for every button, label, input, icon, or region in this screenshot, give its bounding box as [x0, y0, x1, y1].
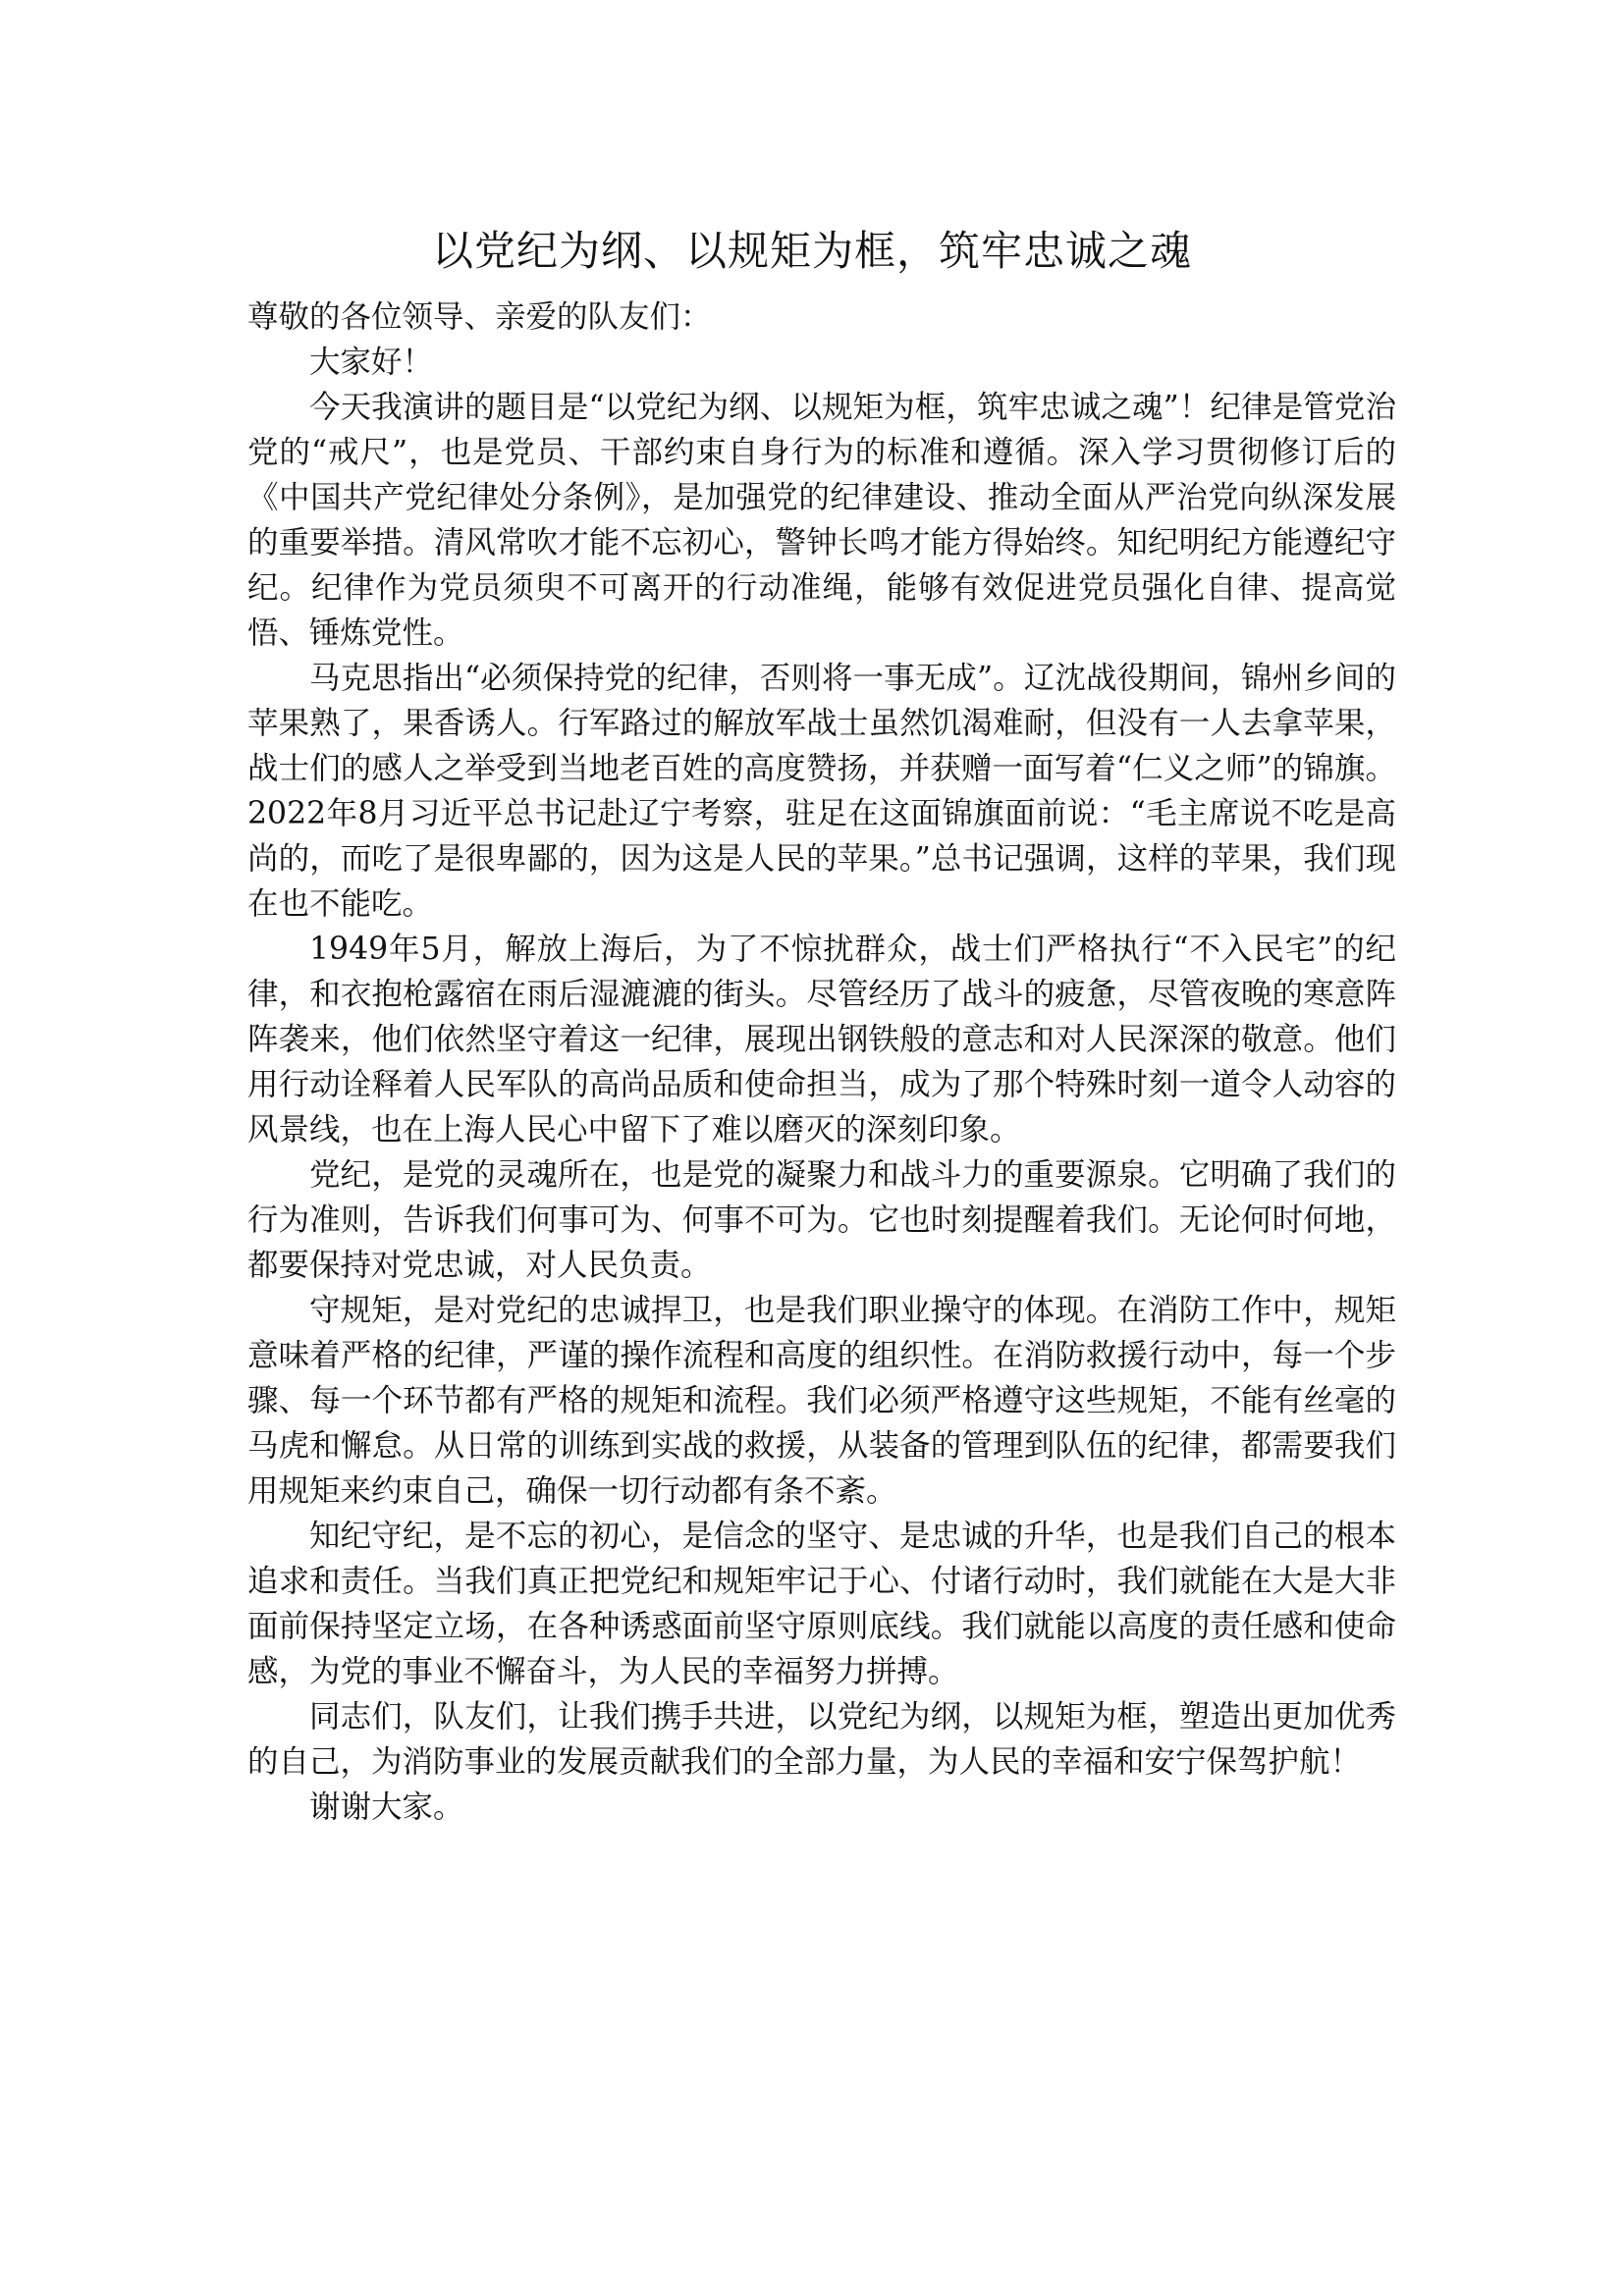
paragraph-original-aspiration: 知纪守纪，是不忘的初心，是信念的坚守、是忠诚的升华，也是我们自己的根本追求和责任。当我们真正把党纪和规矩牢记于心、付诸行动时，我们就能在大是大非面前保持坚定立场，在各种诱惑面前坚守原则底线。我们就能以高度的责任感和使命感，为党的事业不懈奋斗，为人民的幸福努力拼搏。: [247, 1519, 1396, 1689]
paragraph-call-to-action: 同志们，队友们，让我们携手共进，以党纪为纲，以规矩为框，塑造出更加优秀的自己，为消防事业的发展贡献我们的全部力量，为人民的幸福和安宁保驾护航！: [247, 1699, 1396, 1780]
document-body: [247, 294, 1396, 1830]
salutation: 尊敬的各位领导、亲爱的队友们：: [247, 299, 712, 335]
paragraph-apple-story: 马克思指出“必须保持党的纪律，否则将一事无成”。辽沈战役期间，锦州乡间的苹果熟了，果香诱人。行军路过的解放军战士虽然饥渴难耐，但没有一人去拿苹果，战士们的感人之举受到当地老百姓的高度赞扬，并获赠一面写着“仁义之师”的锦旗。2022年8月习近平总书记赴辽宁考察，驻足在这面锦旗面前说：“毛主席说不吃是高尚的，而吃了是很卑鄙的，因为这是人民的苹果。”总书记强调，这样的苹果，我们现在也不能吃。: [247, 661, 1396, 922]
document-title: 以党纪为纲、以规矩为框，筑牢忠诚之魂: [431, 227, 1192, 275]
paragraph-party-discipline: 党纪，是党的灵魂所在，也是党的凝聚力和战斗力的重要源泉。它明确了我们的行为准则，告诉我们何事可为、何事不可为。它也时刻提醒着我们。无论何时何地，都要保持对党忠诚，对人民负责。: [247, 1157, 1396, 1283]
paragraph-closing: 谢谢大家。: [309, 1789, 464, 1825]
paragraph-introduction: 今天我演讲的题目是“以党纪为纲、以规矩为框，筑牢忠诚之魂”！纪律是管党治党的“戒尺”，也是党员、干部约束自身行为的标准和遵循。深入学习贯彻修订后的《中国共产党纪律处分条例》，是加强党的纪律建设、推动全面从严治党向纵深发展的重要举措。清风常吹才能不忘初心，警钟长鸣才能方得始终。知纪明纪方能遵纪守纪。纪律作为党员须臾不可离开的行动准绳，能够有效促进党员强化自律、提高觉悟、锤炼党性。: [247, 390, 1396, 651]
paragraph-shanghai-story: 1949年5月，解放上海后，为了不惊扰群众，战士们严格执行“不入民宅”的纪律，和衣抱枪露宿在雨后湿漉漉的街头。尽管经历了战斗的疲惫，尽管夜晚的寒意阵阵袭来，他们依然坚守着这一纪律，展现出钢铁般的意志和对人民深深的敬意。他们用行动诠释着人民军队的高尚品质和使命担当，成为了那个特殊时刻一道令人动容的风景线，也在上海人民心中留下了难以磨灭的深刻印象。: [247, 932, 1396, 1148]
paragraph-rules: 守规矩，是对党纪的忠诚捍卫，也是我们职业操守的体现。在消防工作中，规矩意味着严格的纪律，严谨的操作流程和高度的组织性。在消防救援行动中，每一个步骤、每一个环节都有严格的规矩和流程。我们必须严格遵守这些规矩，不能有丝毫的马虎和懈怠。从日常的训练到实战的救援，从装备的管理到队伍的纪律，都需要我们用规矩来约束自己，确保一切行动都有条不紊。: [247, 1293, 1396, 1509]
paragraph-greeting: 大家好！: [309, 345, 434, 380]
